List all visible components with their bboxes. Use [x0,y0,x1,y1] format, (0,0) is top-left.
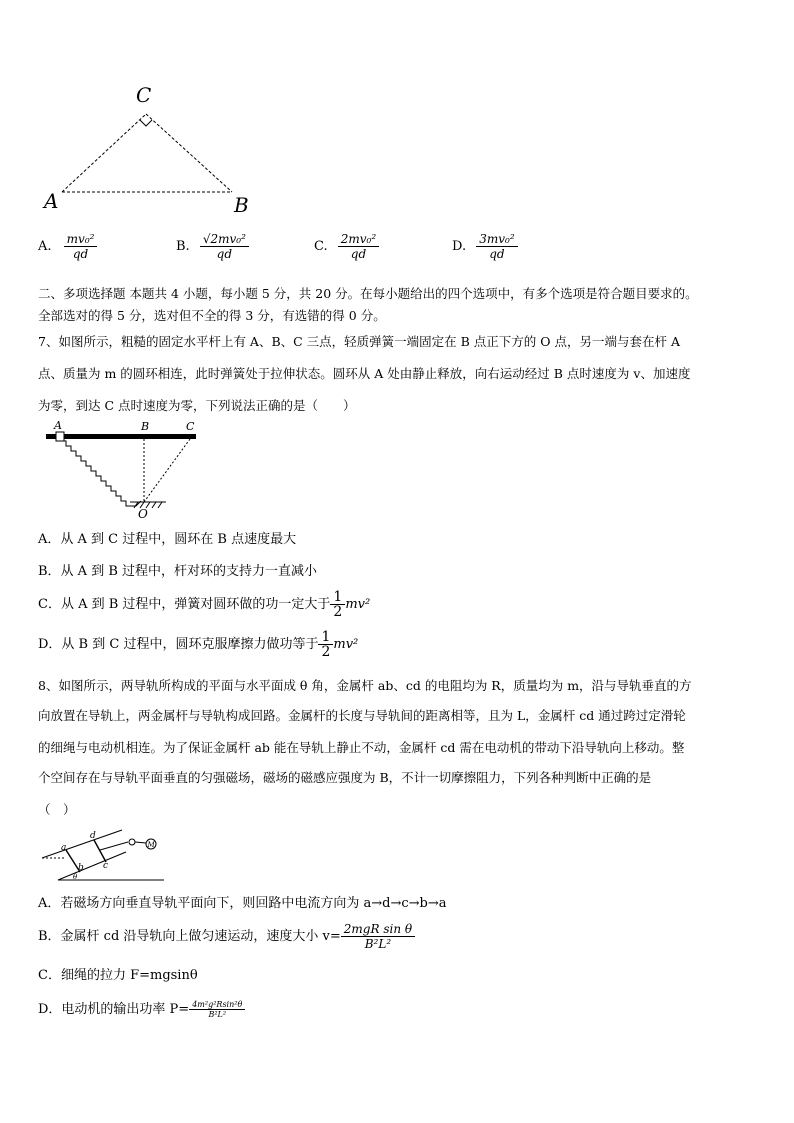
option-d-fraction [476,232,517,261]
q7-label-a: A [54,419,62,432]
q7-option-d-fraction [318,630,333,659]
label-c: C [136,83,152,107]
q7-option-d-den: 2 [321,644,331,660]
q7-option-c [38,590,370,619]
option-c-letter: C. [314,239,328,254]
option-a-letter: A. [38,239,52,254]
q8-line4: 个空间存在与导轨平面垂直的匀强磁场，磁场的磁感应强度为 B，不计一切摩擦阻力，下列各种判断中正确的是 [38,770,652,785]
q7-option-c-num: 1 [330,590,345,605]
triangle-figure [40,80,270,220]
q8-figure [40,826,170,886]
q8-line2: 向放置在导轨上，两金属杆与导轨构成回路。金属杆的长度与导轨间的距离相等，且为 L，金属杆 cd 通过跨过定滑轮 [38,708,686,723]
q8-option-c: C．细绳的拉力 F=mgsinθ [38,968,198,983]
q8-label-b: b [78,863,84,873]
q7-label-c: C [186,420,195,433]
q8-line5: （ ） [38,802,76,817]
q8-label-theta: θ [73,873,78,881]
q8-option-b-num: 2mgR sin θ [341,922,415,937]
q7-option-d-text: D．从 B 到 C 过程中，圆环克服摩擦力做功等于 [38,637,319,652]
option-d-letter: D. [452,239,467,254]
q8-option-d-fraction [189,1000,245,1019]
q6-option-c [314,232,379,261]
q7-option-d [38,630,358,659]
option-d-num: 3mv₀² [476,232,517,247]
q7-option-c-tail: mv² [345,597,371,612]
q7-option-c-den: 2 [333,604,343,620]
q8-option-b-fraction [341,922,415,951]
q8-option-d-den: B²L² [208,1010,227,1019]
q8-option-b [38,922,415,951]
q7-line3: 为零，到达 C 点时速度为零，下列说法正确的是（ ） [38,398,356,413]
q6-options [38,232,97,261]
q8-option-d [38,1000,245,1019]
q8-option-b-den: B²L² [364,937,392,951]
q7-label-b: B [141,420,150,433]
option-c-num: 2mv₀² [338,232,379,247]
option-a-den: qd [72,247,89,261]
q7-option-b: B．从 A 到 B 过程中，杆对环的支持力一直减小 [38,564,318,579]
q8-line3: 的细绳与电动机相连。为了保证金属杆 ab 能在导轨上静止不动，金属杆 cd 需在电动机的带动下沿导轨向上移动。整 [38,740,685,755]
q7-option-a: A．从 A 到 C 过程中，圆环在 B 点速度最大 [38,532,297,547]
q7-option-d-tail: mv² [333,637,359,652]
option-b-fraction [200,232,249,261]
q8-option-d-text: D．电动机的输出功率 P= [38,1002,190,1017]
section2-line1: 二、多项选择题 本题共 4 小题，每小题 5 分，共 20 分。在每小题给出的四个选项中，有多个选项是符合题目要求的。 [38,286,698,301]
q7-line2: 点、质量为 m 的圆环相连，此时弹簧处于拉伸状态。圆环从 A 处由静止释放，向右运动经过 B 点时速度为 v、加速度 [38,366,691,381]
q8-line1: 8、如图所示，两导轨所构成的平面与水平面成 θ 角，金属杆 ab、cd 的电阻均为 R，质量均为 m，沿与导轨垂直的方 [38,678,692,693]
option-c-den: qd [350,247,367,261]
label-b: B [234,193,249,217]
q7-option-c-fraction [330,590,345,619]
q8-option-b-text: B．金属杆 cd 沿导轨向上做匀速运动，速度大小 v= [38,929,341,944]
option-a-num: mv₀² [64,232,98,247]
q8-label-c: c [103,861,109,871]
q8-label-a: a [61,843,67,853]
option-a-fraction [64,232,98,261]
q8-option-a [38,896,447,912]
q8-label-m: M [147,841,155,849]
q7-label-o: O [138,507,148,521]
q8-label-d: d [90,831,96,841]
q6-option-d [452,232,518,261]
q7-option-d-num: 1 [318,630,333,645]
q8-option-d-num: 4m²g²Rsin²θ [189,1000,245,1010]
section2-line2: 全部选对的得 5 分，选对但不全的得 3 分，有选错的得 0 分。 [38,308,386,323]
option-b-num: √2mv₀² [200,232,249,247]
option-b-den: qd [216,247,233,261]
option-c-fraction [338,232,379,261]
q7-line1: 7、如图所示，粗糙的固定水平杆上有 A、B、C 三点，轻质弹簧一端固定在 B 点正下方的 O 点，另一端与套在杆 A [38,334,681,349]
option-b-letter: B. [176,239,190,254]
q6-option-b [176,232,249,261]
option-d-den: qd [489,247,505,261]
q7-figure [40,418,210,522]
q7-option-c-text: C．从 A 到 B 过程中，弹簧对圆环做的功一定大于 [38,597,331,612]
label-a: A [44,189,59,213]
q8-option-a-text: A．若磁场方向垂直导轨平面向下，则回路中电流方向为 a→d→c→b→a [38,896,447,911]
